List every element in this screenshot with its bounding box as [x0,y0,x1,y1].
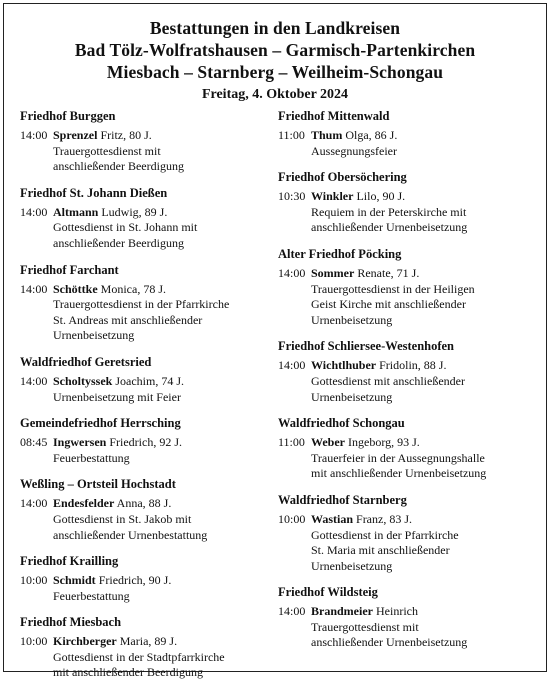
burial-time: 11:00 [278,435,305,450]
deceased-name-age: Friedrich, 92 J. [106,435,182,450]
deceased-person [53,634,278,650]
service-description: Urnenbeisetzung [311,312,393,327]
burial-time: 10:00 [20,634,48,649]
cemetery-block [20,262,278,344]
burial-entry [278,189,536,236]
deceased-person [311,512,536,528]
service-description: Gottesdienst in der Stadtpfarrkirche [53,649,225,664]
cemetery-name: Friedhof Miesbach [20,615,122,630]
service-description: Urnenbeisetzung [311,389,393,404]
cemetery-name: Friedhof Schliersee-Westenhofen [278,339,455,354]
burial-time: 11:00 [278,128,305,142]
right-column [278,108,536,691]
burial-details [53,374,278,405]
deceased-person [53,128,278,144]
burial-entry [278,128,536,159]
deceased-name-age: Joachim, 74 J. [112,373,185,388]
deceased-name-age: Franz, 83 J. [353,511,413,526]
cemetery-block [278,584,536,651]
deceased-name-age: Olga, 86 J. [342,128,398,142]
cemetery-block [20,614,278,681]
deceased-name-age: Monica, 78 J. [97,281,166,296]
deceased-name-age: Anna, 88 J. [114,496,172,511]
burial-time: 14:00 [278,604,306,619]
service-description: St. Andreas mit anschließender [53,312,203,327]
service-description: Gottesdienst in St. Johann mit [53,220,198,235]
service-description: Gottesdienst in St. Jakob mit [53,511,192,526]
burial-entry [278,604,536,651]
burial-entry [20,573,278,604]
service-description: Trauerfeier in der Aussegnungshalle [311,450,485,465]
service-description: Requiem in der Peterskirche mit [311,204,467,219]
cemetery-name: Friedhof Mittenwald [278,109,390,123]
burial-entry [20,374,278,405]
deceased-name-age: Renate, 71 J. [354,265,420,280]
deceased-surname: Winkler [311,189,354,204]
cemetery-block [20,108,278,175]
service-description: mit anschließender Beerdigung [53,665,203,680]
burial-time: 10:00 [278,511,306,526]
deceased-surname: Ingwersen [53,435,107,450]
burial-time: 10:30 [278,189,306,204]
burial-entry [20,205,278,252]
burial-time: 10:00 [20,573,48,588]
service-description: anschließender Urnenbeisetzung [311,220,468,235]
deceased-name-age: Lilo, 90 J. [353,189,406,204]
title-line-2: Bad Tölz-Wolfratshausen – Garmisch-Partenkirchen [74,40,476,60]
deceased-person [53,573,278,589]
cemetery-name: Weßling – Ortsteil Hochstadt [20,477,176,492]
service-description: St. Maria mit anschließender [311,543,450,558]
burial-entry [20,282,278,344]
deceased-name-age: Fritz, 80 J. [97,128,152,142]
deceased-surname: Kirchberger [53,634,117,649]
cemetery-block [278,338,536,405]
left-column [20,108,278,691]
deceased-person [53,435,278,451]
deceased-name-age: Fridolin, 88 J. [376,358,447,373]
burial-time: 14:00 [278,265,306,280]
cemetery-name: Waldfriedhof Schongau [278,416,405,431]
service-description: Urnenbeisetzung mit Feier [53,389,181,404]
service-description: Trauergottesdienst in der Heiligen [311,281,475,296]
service-description: Feuerbestattung [53,450,130,465]
cemetery-name: Friedhof Krailling [20,554,119,569]
date-line: Freitag, 4. Oktober 2024 [201,87,349,102]
burial-details [53,634,278,681]
service-description: anschließender Beerdigung [53,159,184,174]
service-description: anschließender Beerdigung [53,235,184,250]
service-description: Urnenbeisetzung [53,328,135,343]
burial-details [311,358,536,405]
deceased-person [311,266,536,282]
burial-details [311,604,536,651]
burial-time: 14:00 [278,358,306,373]
deceased-person [53,282,278,298]
burial-entry [278,266,536,328]
burial-entry [20,435,278,466]
cemetery-block [20,354,278,405]
deceased-surname: Thum [311,128,343,142]
deceased-surname: Wichtlhuber [311,358,377,373]
cemetery-name: Friedhof Obersöchering [278,170,407,185]
deceased-name-age: Maria, 89 J. [116,634,178,649]
burial-details [53,573,278,604]
cemetery-block [20,415,278,466]
cemetery-name: Waldfriedhof Geretsried [20,354,152,369]
service-description: Feuerbestattung [53,588,130,603]
deceased-name-age: Heinrich [373,604,418,619]
service-description: Urnenbeisetzung [311,558,393,573]
columns [20,108,536,691]
cemetery-block [20,476,278,543]
deceased-name-age: Friedrich, 90 J. [95,573,172,588]
obituary-page [3,3,547,680]
deceased-person [311,189,536,205]
deceased-surname: Endesfelder [53,496,115,511]
burial-entry [278,435,536,482]
cemetery-block [20,185,278,252]
cemetery-name: Friedhof Wildsteig [278,585,378,600]
burial-time: 08:45 [20,435,48,450]
deceased-surname: Sommer [311,265,355,280]
deceased-surname: Weber [311,435,345,450]
deceased-surname: Schöttke [53,281,98,296]
burial-details [53,128,278,175]
deceased-person [53,205,278,221]
service-description: Gottesdienst mit anschließender [311,373,465,388]
service-description: Trauergottesdienst in der Pfarrkirche [53,297,230,312]
deceased-person [311,128,536,144]
service-description: Trauergottesdienst mit [53,143,161,158]
service-description: Trauergottesdienst mit [311,619,419,634]
burial-entry [20,496,278,543]
burial-entry [278,512,536,574]
burial-time: 14:00 [20,204,48,219]
service-description: anschließender Urnenbeisetzung [311,635,468,650]
deceased-name-age: Ingeborg, 93 J. [345,435,420,450]
burial-entry [20,128,278,175]
burial-details [311,435,536,482]
deceased-person [311,358,536,374]
deceased-surname: Scholtyssek [53,373,113,388]
burial-details [311,512,536,574]
cemetery-block [278,492,536,574]
title-line-3: Miesbach – Starnberg – Weilheim-Schongau [106,62,444,82]
burial-details [311,189,536,236]
cemetery-name: Waldfriedhof Starnberg [278,492,407,507]
deceased-surname: Sprenzel [53,128,98,142]
cemetery-name: Alter Friedhof Pöcking [278,246,402,261]
burial-details [311,266,536,328]
deceased-person [311,435,536,451]
deceased-person [53,374,278,390]
cemetery-name: Friedhof Farchant [20,262,119,277]
cemetery-name: Friedhof St. Johann Dießen [20,185,168,200]
deceased-person [53,496,278,512]
burial-time: 14:00 [20,128,48,142]
burial-entry [278,358,536,405]
service-description: Aussegnungsfeier [311,143,397,158]
burial-details [53,282,278,344]
cemetery-block [278,415,536,482]
burial-details [53,205,278,252]
cemetery-block [278,169,536,236]
cemetery-block [20,553,278,604]
service-description: Gottesdienst in der Pfarrkirche [311,527,459,542]
burial-details [53,435,278,466]
burial-details [311,128,536,159]
burial-details [53,496,278,543]
deceased-surname: Schmidt [53,573,96,588]
service-description: anschließender Urnenbestattung [53,527,208,542]
header [4,4,546,104]
service-description: Geist Kirche mit anschließender [311,297,466,312]
burial-time: 14:00 [20,373,48,388]
cemetery-name: Friedhof Burggen [20,109,116,123]
burial-entry [20,634,278,681]
cemetery-block [278,108,536,159]
burial-time: 14:00 [20,496,48,511]
service-description: mit anschließender Urnenbeisetzung [311,466,487,481]
deceased-person [311,604,536,620]
deceased-surname: Brandmeier [311,604,373,619]
cemetery-name: Gemeindefriedhof Herrsching [20,416,181,431]
deceased-name-age: Ludwig, 89 J. [98,204,168,219]
deceased-surname: Wastian [311,511,354,526]
title-line-1: Bestattungen in den Landkreisen [149,18,401,38]
deceased-surname: Altmann [53,204,99,219]
burial-time: 14:00 [20,281,48,296]
cemetery-block [278,246,536,328]
